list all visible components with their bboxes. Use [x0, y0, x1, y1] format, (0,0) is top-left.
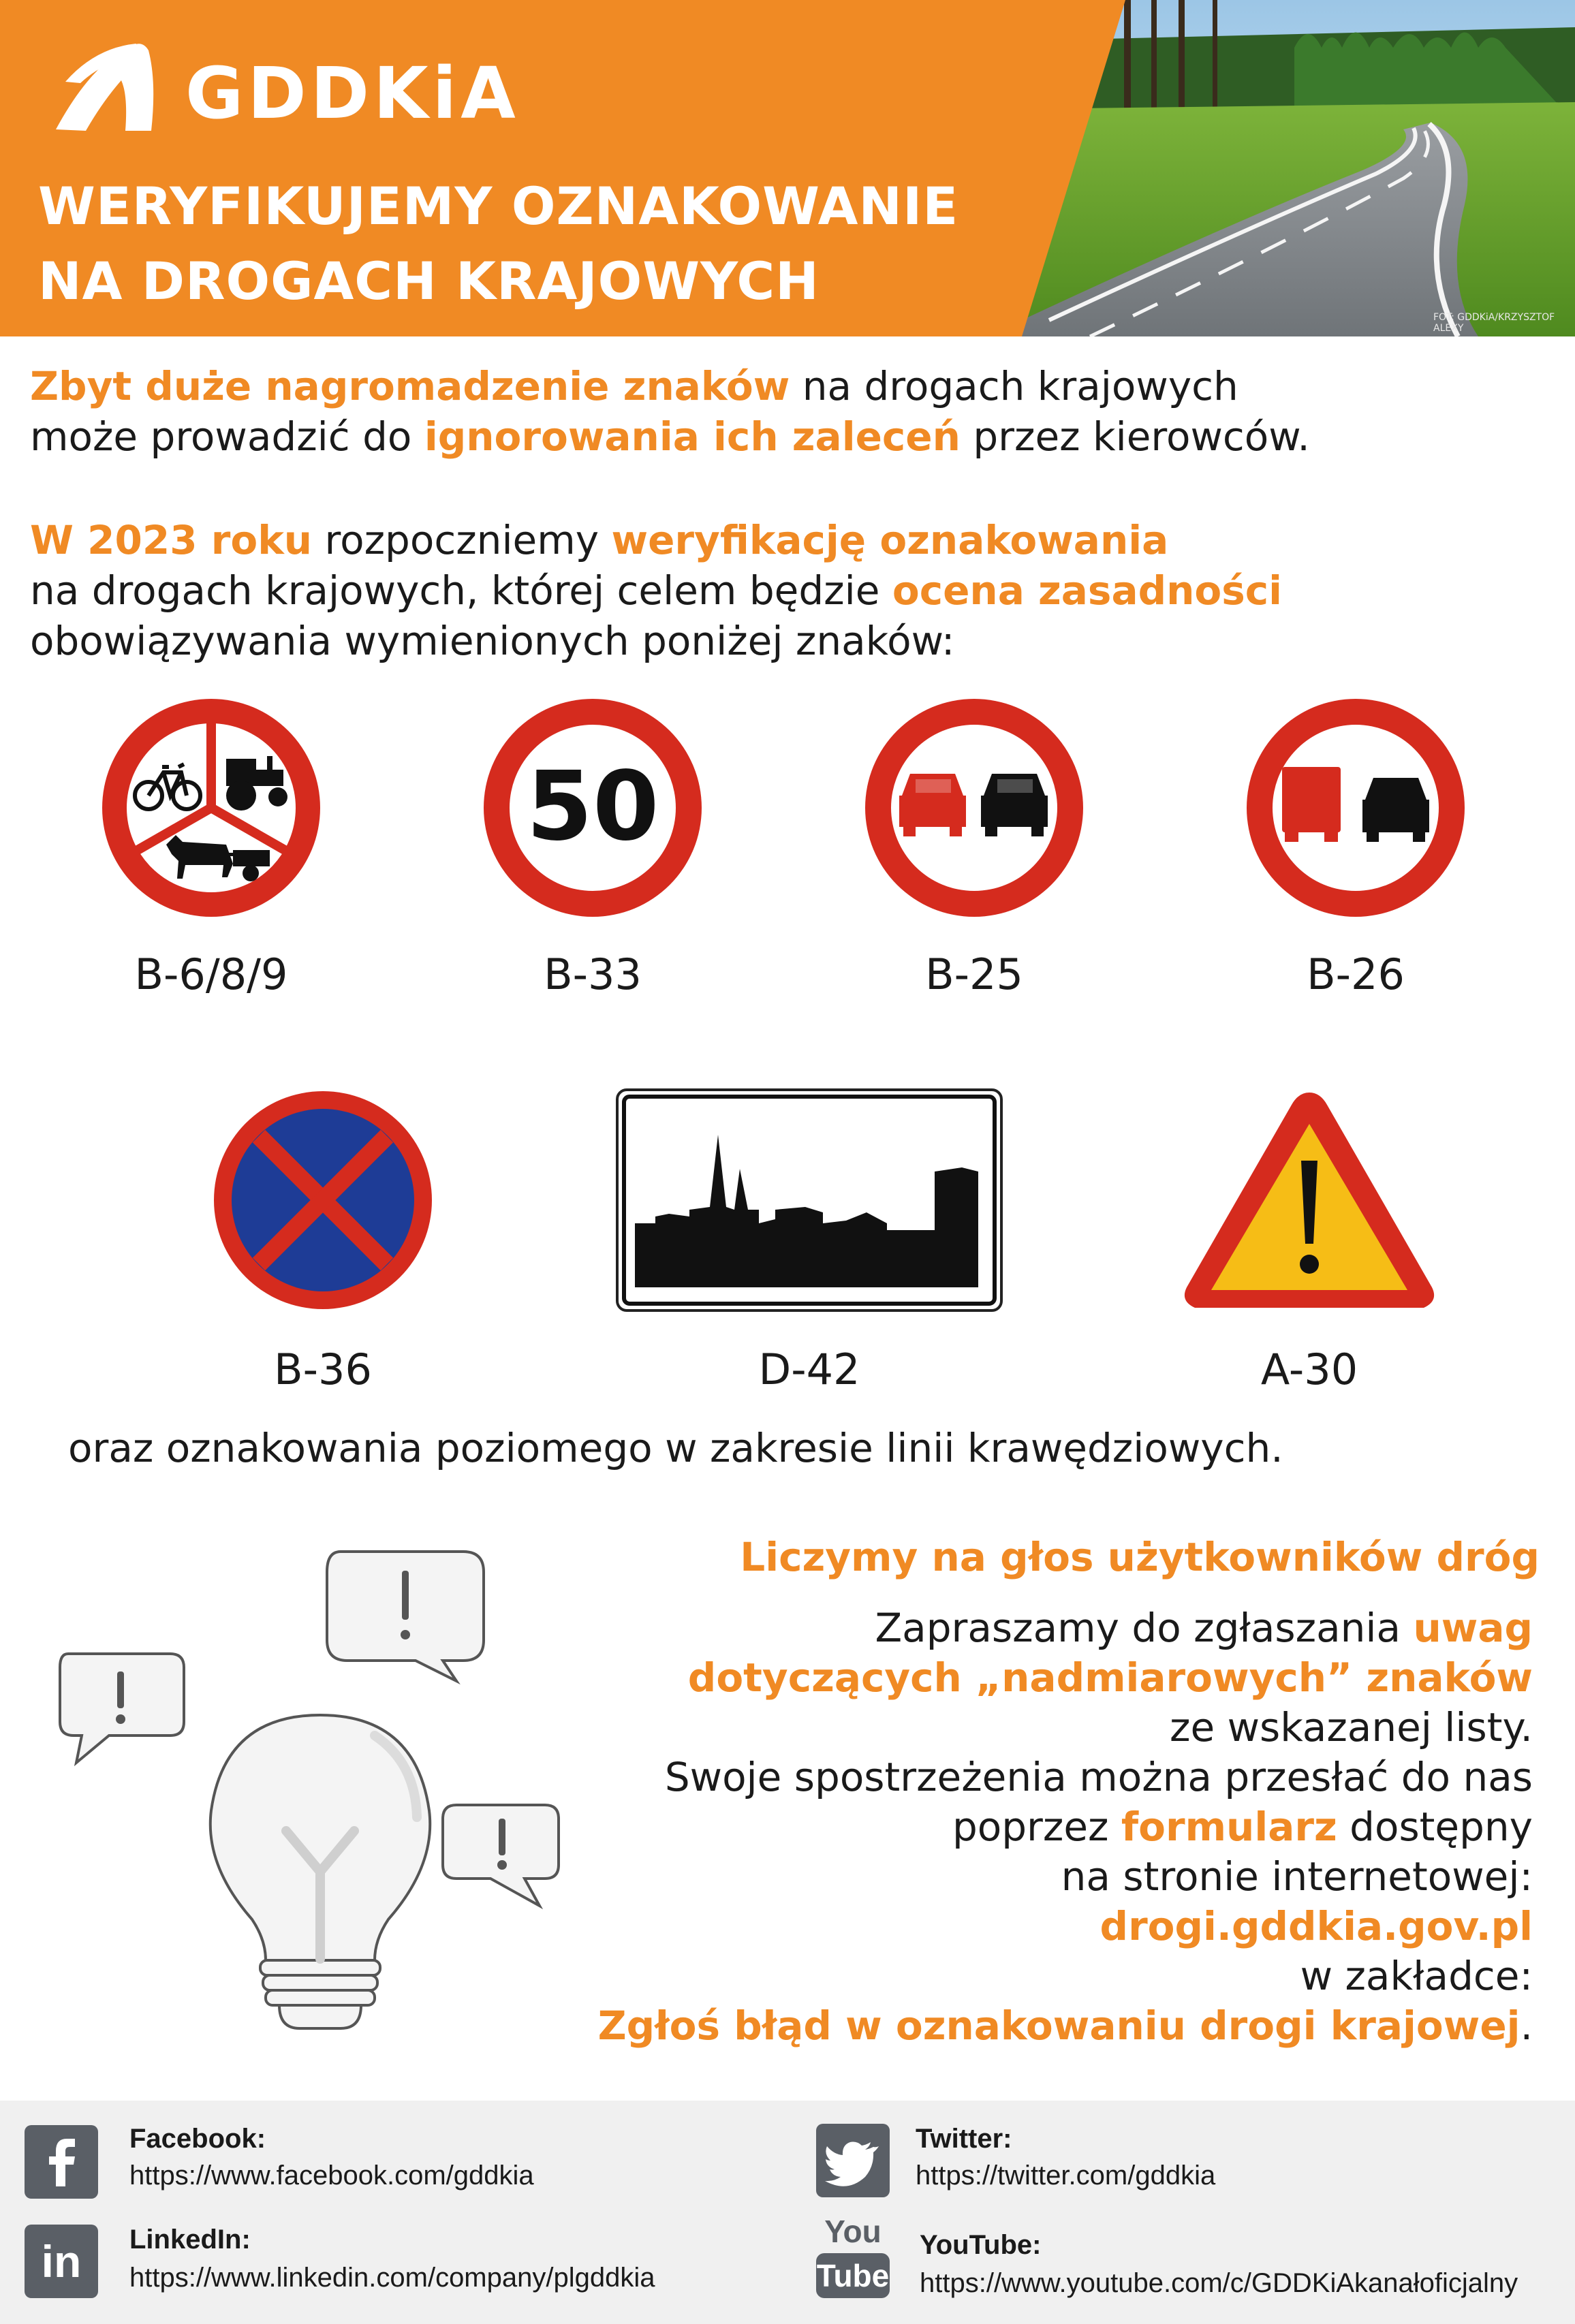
sign-label-b-26: B-26	[1307, 949, 1405, 999]
highlight-text: W 2023 roku	[30, 517, 313, 563]
youtube-icon[interactable]	[816, 2214, 890, 2302]
text: .	[1520, 2003, 1533, 2049]
text: dostępny	[1337, 1804, 1533, 1850]
text: obowiązywania wymienionych poniżej znaków:	[30, 618, 955, 664]
sign-b-6-8-9-icon	[97, 693, 326, 922]
photo-credit: FOT: GDDKiA/KRZYSZTOF ALEXY	[1433, 312, 1555, 334]
highlight-text: ocena zasadności	[892, 567, 1283, 614]
linkedin-glyph: in	[41, 2236, 82, 2287]
text: w zakładce:	[1300, 1953, 1533, 1999]
youtube-glyph-bottom: Tube	[816, 2253, 890, 2298]
facebook-icon[interactable]	[25, 2125, 98, 2199]
intro-paragraph-1	[30, 361, 1310, 462]
feedback-paragraph	[598, 1603, 1533, 2051]
twitter-link[interactable]: https://twitter.com/gddkia	[916, 2161, 1216, 2190]
text: przez kierowców.	[960, 413, 1310, 460]
linkedin-title: LinkedIn:	[129, 2225, 251, 2255]
youtube-title: YouTube:	[920, 2230, 1042, 2260]
youtube-link[interactable]: https://www.youtube.com/c/GDDKiAkanałoficjalny	[920, 2268, 1518, 2298]
linkedin-icon[interactable]	[25, 2225, 98, 2298]
sign-label-d-42: D-42	[758, 1345, 860, 1394]
sign-b-36-icon	[208, 1086, 437, 1315]
text: ze wskazanej listy.	[1170, 1704, 1533, 1750]
page-title-line-1: WERYFIKUJEMY OZNAKOWANIE	[38, 176, 959, 236]
horizontal-marking-note: oraz oznakowania poziomego w zakresie linii krawędziowych.	[68, 1425, 1283, 1471]
highlight-text: ignorowania ich zaleceń	[424, 413, 961, 460]
page-title-line-2: NA DROGACH KRAJOWYCH	[38, 251, 820, 311]
sign-b-33-icon	[478, 693, 707, 922]
text: rozpoczniemy	[312, 517, 612, 563]
lightbulb-illustration-icon	[54, 1538, 572, 2042]
sign-b-25-icon	[860, 693, 1089, 922]
sign-label-b-33: B-33	[544, 949, 642, 999]
text: na drogach krajowych, której celem będzie	[30, 567, 892, 614]
text: może prowadzić do	[30, 413, 424, 460]
highlight-text: uwag	[1413, 1605, 1533, 1651]
sign-label-b-6-8-9: B-6/8/9	[134, 949, 288, 999]
highlight-text: dotyczących „nadmiarowych” znaków	[687, 1654, 1533, 1701]
text: na stronie internetowej:	[1061, 1853, 1533, 1900]
facebook-link[interactable]: https://www.facebook.com/gddkia	[129, 2161, 534, 2190]
twitter-title: Twitter:	[916, 2124, 1012, 2154]
website-link[interactable]: drogi.gddkia.gov.pl	[1100, 1903, 1533, 1949]
speed-limit-value: 50	[526, 751, 659, 862]
highlight-text: weryfikację oznakowania	[611, 517, 1169, 563]
logo-text: GDDKiA	[185, 52, 520, 135]
sign-d-42-icon	[614, 1087, 1004, 1313]
sign-label-b-36: B-36	[274, 1345, 372, 1394]
form-link[interactable]: formularz	[1121, 1804, 1337, 1850]
text: Zapraszamy do zgłaszania	[875, 1605, 1414, 1651]
social-footer	[0, 2101, 1575, 2324]
intro-paragraph-2	[30, 515, 1282, 666]
header-banner	[0, 0, 1575, 336]
sign-label-b-25: B-25	[925, 949, 1023, 999]
text: poprzez	[952, 1804, 1121, 1850]
sign-a-30-icon	[1176, 1086, 1443, 1315]
twitter-icon[interactable]	[816, 2124, 890, 2197]
highlight-text: Zbyt duże nagromadzenie znaków	[30, 363, 790, 409]
report-error-link[interactable]: Zgłoś błąd w oznakowaniu drogi krajowej	[597, 2003, 1521, 2049]
linkedin-link[interactable]: https://www.linkedin.com/company/plgddkia	[129, 2263, 655, 2293]
sign-label-a-30: A-30	[1260, 1345, 1358, 1394]
facebook-title: Facebook:	[129, 2124, 266, 2154]
sign-b-26-icon	[1241, 693, 1470, 922]
text: na drogach krajowych	[790, 363, 1238, 409]
feedback-heading: Liczymy na głos użytkowników dróg	[740, 1534, 1540, 1580]
youtube-glyph-top: You	[824, 2214, 882, 2249]
text: Swoje spostrzeżenia można przesłać do nas	[664, 1754, 1533, 1800]
